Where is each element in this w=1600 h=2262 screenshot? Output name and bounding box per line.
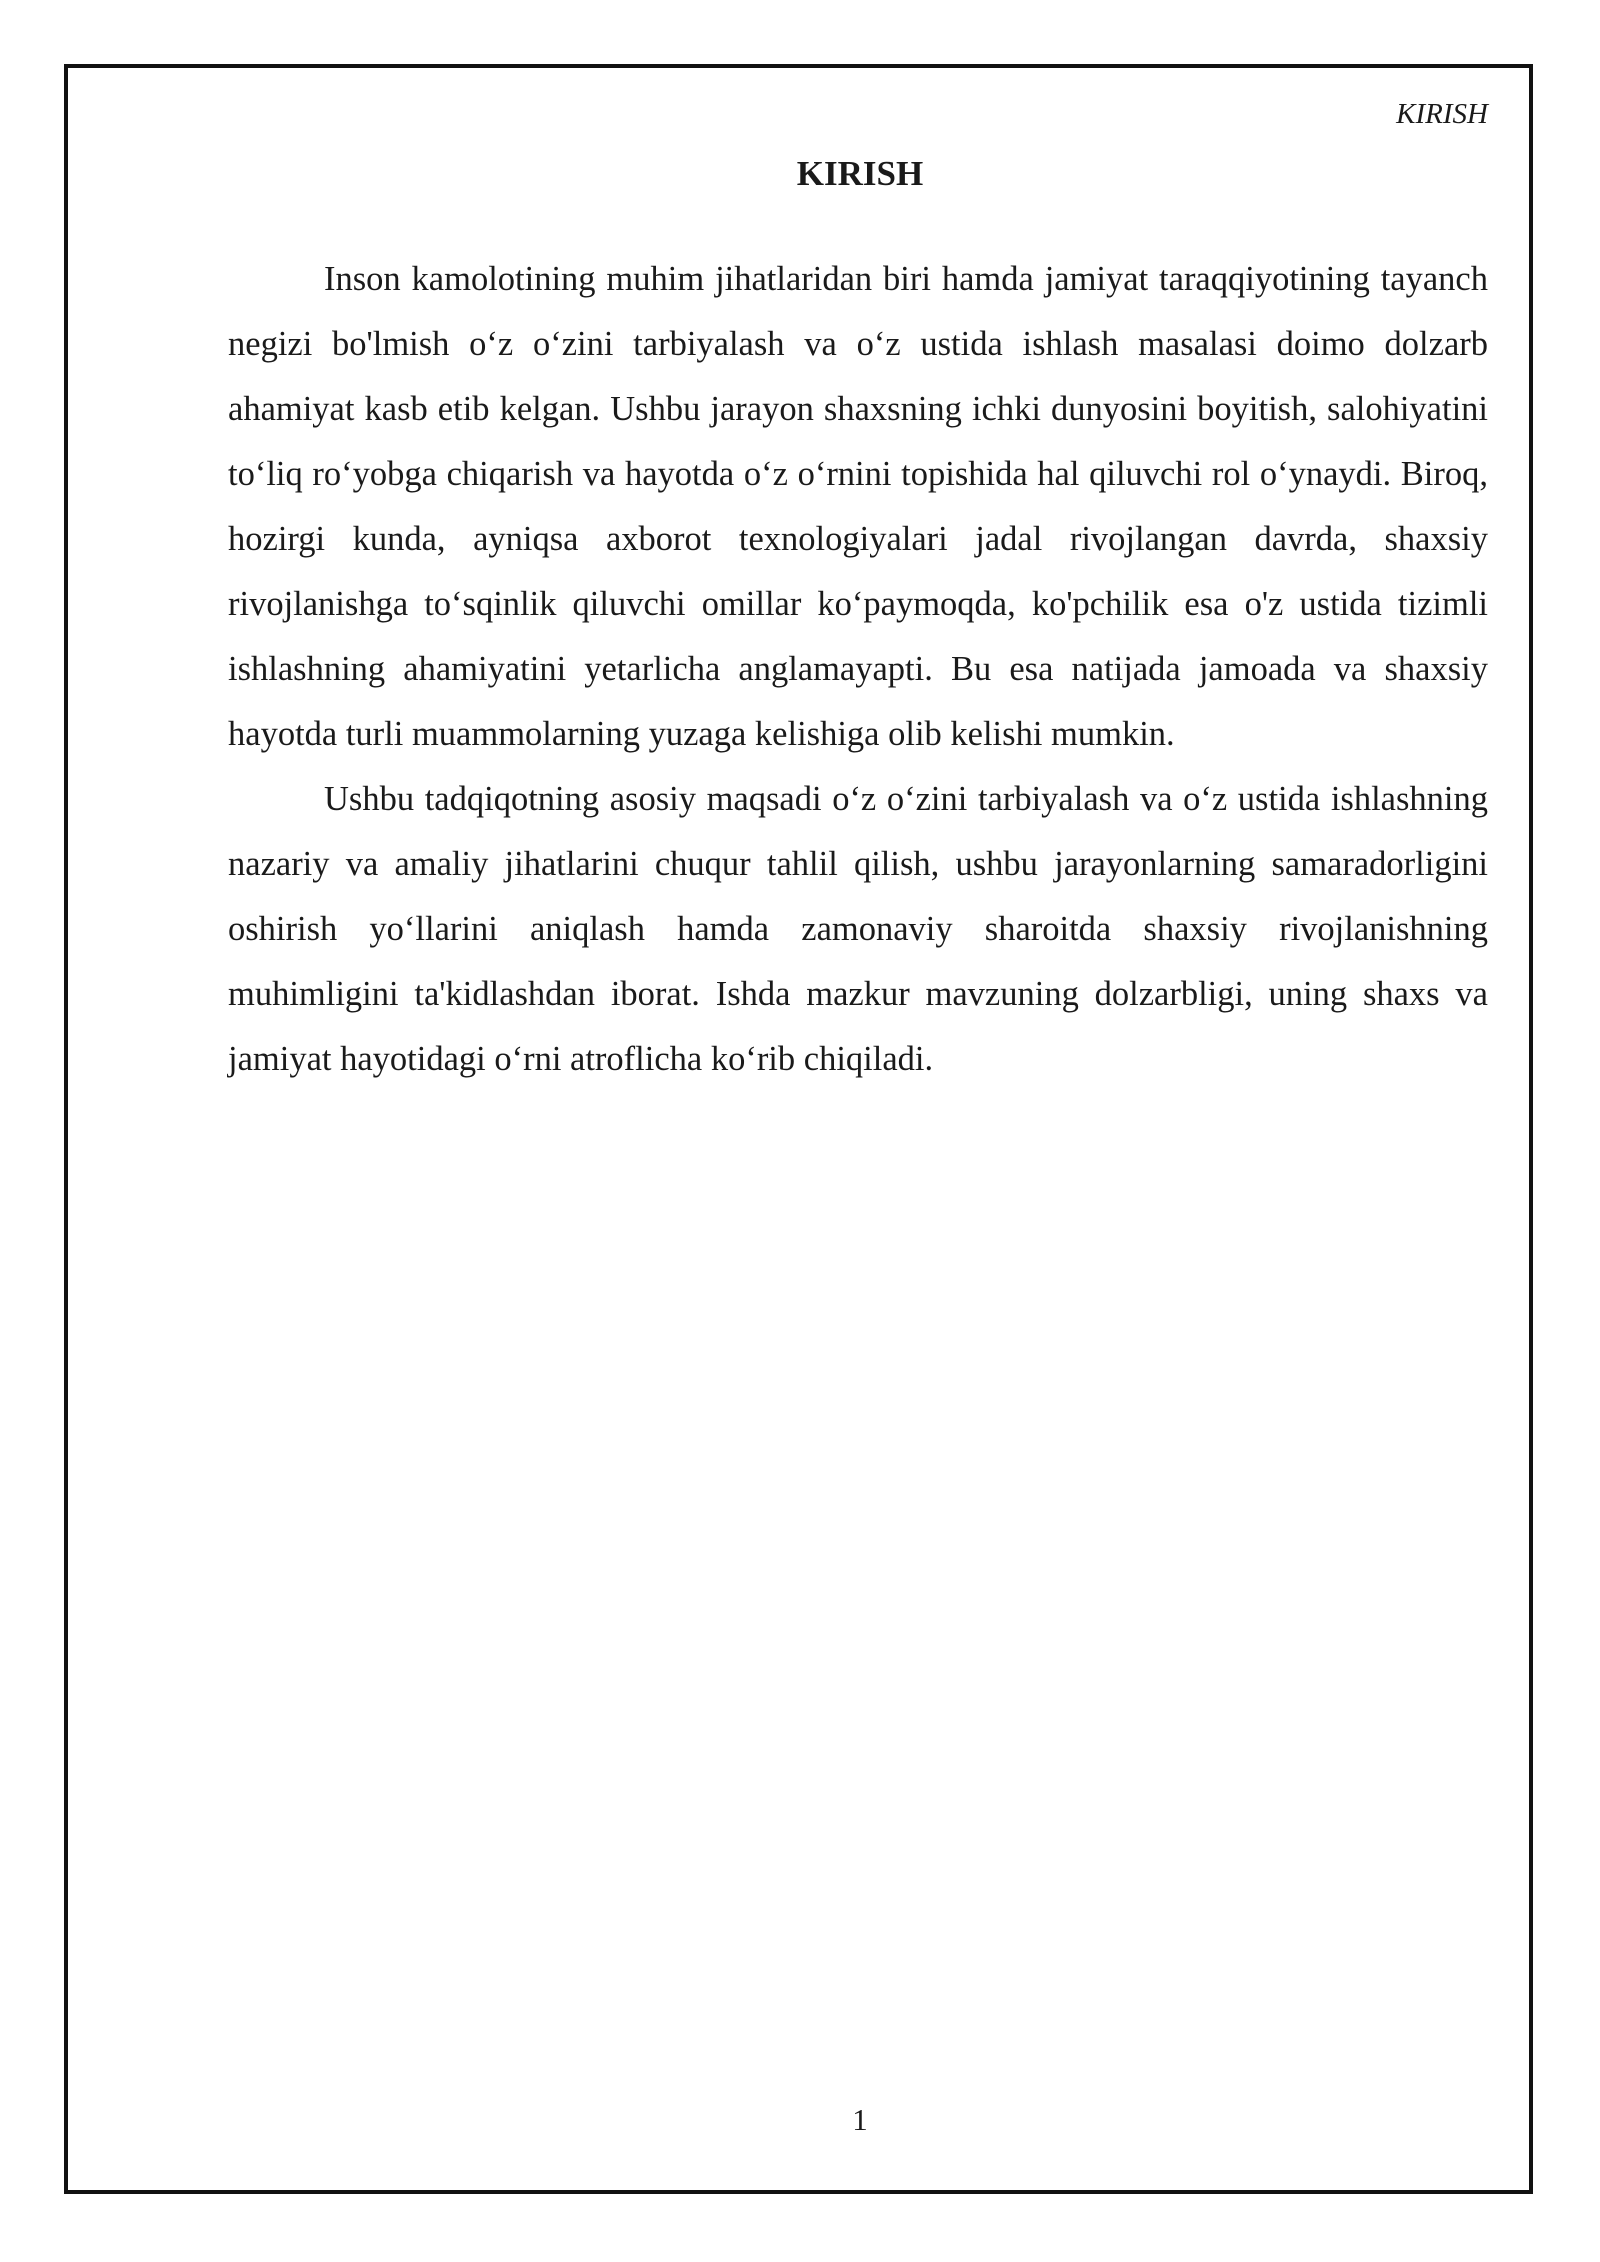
page-number: 1: [852, 2102, 868, 2137]
paragraph-1: Inson kamolotining muhim jihatlaridan biri hamda jamiyat taraqqiyotining tayanch negizi bo'lmish o‘z o‘zini tarbiyalash va o‘z ustida ishlash masalasi doimo dolzarb ahamiyat kasb etib kelgan. Ushbu jarayon shaxsning ichki dunyosini boyitish, salohiyatini to‘liq ro‘yobga chiqarish va hayotda o‘z o‘rnini topishida hal qiluvchi rol o‘ynaydi. Biroq, hozirgi kunda, ayniqsa axborot texnologiyalari jadal rivojlangan davrda, shaxsiy rivojlanishga to‘sqinlik qiluvchi omillar ko‘paymoqda, ko'pchilik esa o'z ustida tizimli ishlashning ahamiyatini yetarlicha anglamayapti. Bu esa natijada jamoada va shaxsiy hayotda turli muammolarning yuzaga kelishiga olib kelishi mumkin.: [228, 260, 1488, 753]
document-body: [228, 247, 1488, 1092]
page-title: KIRISH: [796, 154, 924, 193]
paragraph-2: Ushbu tadqiqotning asosiy maqsadi o‘z o‘zini tarbiyalash va o‘z ustida ishlashning nazariy va amaliy jihatlarini chuqur tahlil qilish, ushbu jarayonlarning samaradorligini oshirish yo‘llarini aniqlash hamda zamonaviy sharoitda shaxsiy rivojlanishning muhimligini ta'kidlashdan iborat. Ishda mazkur mavzuning dolzarbligi, uning shaxs va jamiyat hayotidagi o‘rni atroflicha ko‘rib chiqiladi.: [228, 780, 1488, 1078]
running-header: KIRISH: [1396, 98, 1488, 130]
